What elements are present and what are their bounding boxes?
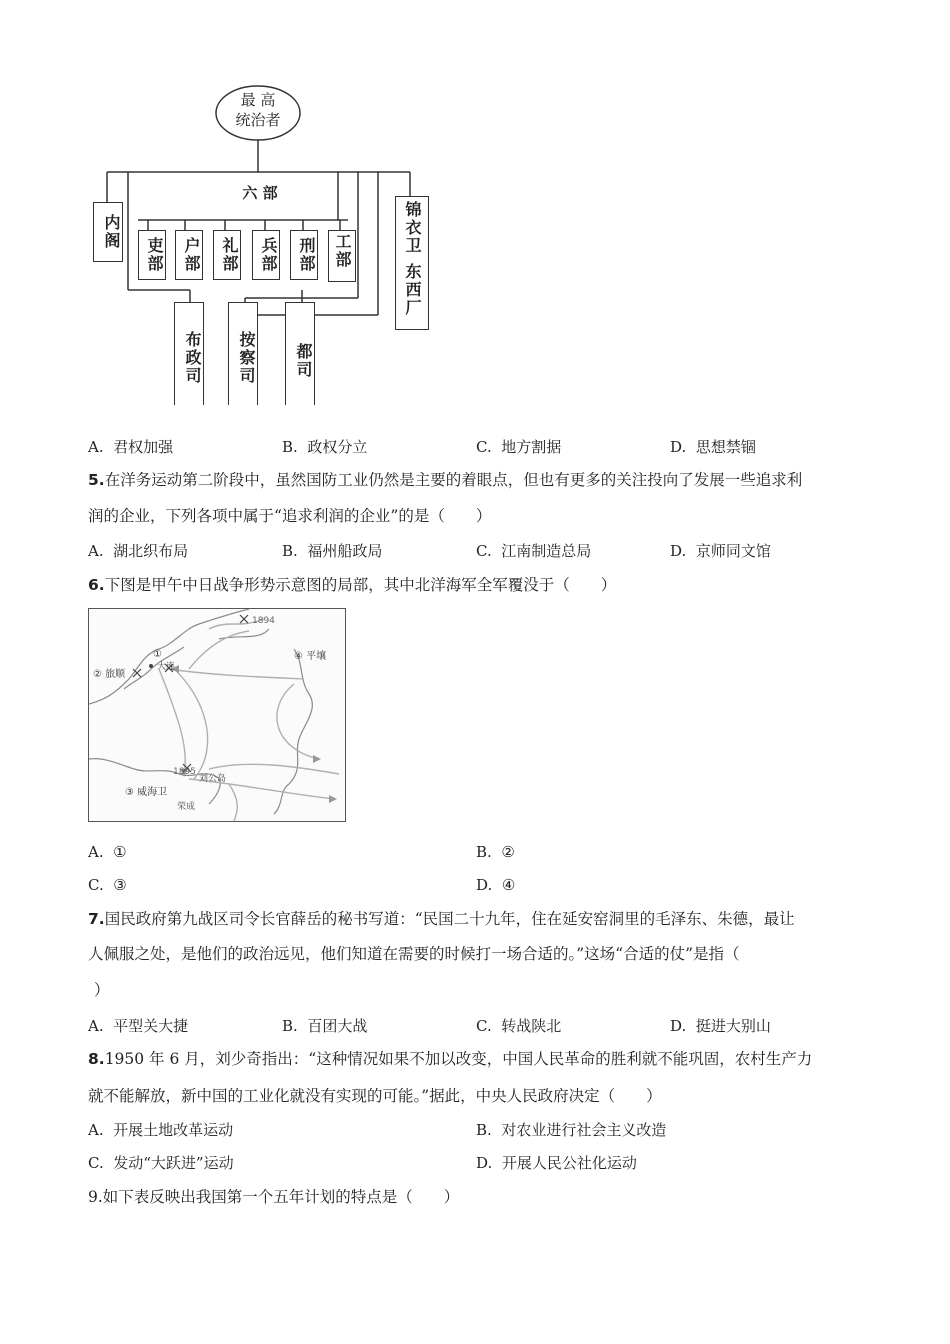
map-label-dalian: 大连 <box>157 662 176 672</box>
q4-option-c[interactable] <box>476 437 561 457</box>
q5-option-a[interactable] <box>88 541 188 561</box>
option-letter: B. <box>282 1017 298 1035</box>
org-jinyiwei-label: 锦衣卫 <box>403 201 422 255</box>
question-number: 5. <box>88 471 105 489</box>
q8-option-d[interactable] <box>476 1153 637 1173</box>
option-letter: A. <box>88 438 104 456</box>
option-text: 挺进大别山 <box>695 1017 771 1035</box>
arrowhead <box>329 795 337 803</box>
option-letter: A. <box>88 542 104 560</box>
q4-option-d[interactable] <box>670 437 756 457</box>
option-text: 君权加强 <box>113 438 174 456</box>
map-label-liugongdao: 刘公岛 <box>199 774 227 784</box>
option-letter: C. <box>88 1154 104 1172</box>
q6-option-b[interactable] <box>476 842 515 862</box>
q8-line2: 就不能解放，新中国的工业化就没有实现的可能。”据此，中央人民政府决定（ ） <box>88 1087 662 1105</box>
q7-line3: ） <box>94 981 110 999</box>
option-letter: D. <box>476 876 493 894</box>
option-text: 平型关大捷 <box>113 1017 189 1035</box>
q8-option-a[interactable] <box>88 1120 233 1140</box>
q7-option-a[interactable] <box>88 1016 188 1036</box>
question-number: 7. <box>88 910 105 928</box>
war-map <box>88 608 346 822</box>
option-text: 百团大战 <box>307 1017 368 1035</box>
option-text: 京师同文馆 <box>695 542 771 560</box>
option-text: 江南制造总局 <box>501 542 592 560</box>
q5-option-b[interactable] <box>282 541 382 561</box>
map-label-1894: 1894 <box>252 616 275 626</box>
location-dot <box>149 664 153 668</box>
q5-option-c[interactable] <box>476 541 591 561</box>
org-dongxichang-label: 东西厂 <box>403 263 422 317</box>
question-text: 如下表反映出我国第一个五年计划的特点是（ ） <box>102 1188 460 1206</box>
arrowhead <box>313 755 321 763</box>
option-letter: B. <box>476 1121 492 1139</box>
org-jinyiwei-box <box>395 196 429 330</box>
option-text: 湖北织布局 <box>113 542 189 560</box>
map-label-rongcheng: 荣成 <box>177 802 196 812</box>
option-letter: D. <box>670 1017 687 1035</box>
option-text: 开展人民公社化运动 <box>501 1154 637 1172</box>
question-number: 6. <box>88 576 105 594</box>
question-text: 下图是甲午中日战争形势示意图的局部，其中北洋海军全军覆没于（ ） <box>104 576 617 594</box>
option-text: 地方割据 <box>501 438 562 456</box>
option-letter: D. <box>670 438 687 456</box>
org-chart <box>90 80 440 410</box>
org-ministry-box <box>328 230 356 282</box>
option-text: 发动“大跃进”运动 <box>113 1154 234 1172</box>
org-ministry-box: 兵部 <box>252 230 280 280</box>
org-ministry-box: 户部 <box>175 230 203 280</box>
option-text: 转战陕北 <box>501 1017 562 1035</box>
q6-line1 <box>88 574 616 596</box>
org-top-ruler-label: 最 高 统治者 <box>235 91 281 129</box>
option-text: ③ <box>113 876 127 894</box>
org-anchasi-box: 按察司 <box>228 302 258 405</box>
question-number: 9. <box>88 1188 103 1206</box>
q4-option-a[interactable] <box>88 437 173 457</box>
option-letter: D. <box>476 1154 493 1172</box>
org-neige-box: 内阁 <box>93 202 123 262</box>
org-dusi-box: 都司 <box>285 302 315 405</box>
org-ministry-box: 礼部 <box>213 230 241 280</box>
map-label-lushun: ② 旅顺 <box>93 669 126 680</box>
option-letter: C. <box>476 1017 492 1035</box>
map-label-1895: 1895 <box>173 767 196 777</box>
q6-option-d[interactable] <box>476 875 515 895</box>
q6-option-a[interactable] <box>88 842 127 862</box>
org-ministry-box: 刑部 <box>290 230 318 280</box>
option-letter: A. <box>88 1121 104 1139</box>
q7-option-d[interactable] <box>670 1016 771 1036</box>
option-text: 政权分立 <box>307 438 368 456</box>
option-text: ② <box>501 843 515 861</box>
option-letter: B. <box>282 438 298 456</box>
option-text: 思想禁锢 <box>695 438 756 456</box>
route-arrow <box>209 764 339 774</box>
q7-option-c[interactable] <box>476 1016 561 1036</box>
q6-option-c[interactable] <box>88 875 127 895</box>
question-text: 国民政府第九战区司令长官薛岳的秘书写道：“民国二十九年，住在延安窑洞里的毛泽东、朱德，最让 <box>104 910 795 928</box>
option-text: ① <box>113 843 127 861</box>
question-number: 8. <box>88 1050 105 1068</box>
q7-line2: 人佩服之处，是他们的政治远见，他们知道在需要的时候打一场合适的。”这场“合适的仗”是指（ <box>88 945 740 963</box>
option-letter: B. <box>282 542 298 560</box>
option-text: 开展土地改革运动 <box>113 1121 234 1139</box>
q5-option-d[interactable] <box>670 541 771 561</box>
option-letter: C. <box>476 542 492 560</box>
option-letter: A. <box>88 843 104 861</box>
route-arrow <box>229 784 237 821</box>
option-text: ④ <box>501 876 516 894</box>
q8-option-c[interactable] <box>88 1153 234 1173</box>
map-label-circle1: ① <box>153 649 162 660</box>
question-text: 在洋务运动第二阶段中，虽然国防工业仍然是主要的着眼点，但也有更多的关注投向了发展一些追求利 <box>104 471 803 489</box>
option-letter: B. <box>476 843 492 861</box>
option-text: 对农业进行社会主义改造 <box>501 1121 667 1139</box>
org-buzhengsi-box: 布政司 <box>174 302 204 405</box>
war-map-graphic <box>89 609 345 821</box>
question-text: 1950 年 6 月，刘少奇指出：“这种情况如果不加以改变，中国人民革命的胜利就不能巩固，农村生产力 <box>104 1050 813 1068</box>
option-text: 福州船政局 <box>307 542 383 560</box>
option-letter: A. <box>88 1017 104 1035</box>
q8-option-b[interactable] <box>476 1120 666 1140</box>
org-ministry-box: 吏部 <box>138 230 166 280</box>
option-letter: C. <box>88 876 104 894</box>
q9-line1 <box>88 1186 459 1208</box>
route-arrow <box>169 669 304 679</box>
q8-line1 <box>88 1048 812 1070</box>
option-letter: C. <box>476 438 492 456</box>
map-label-pingrang: ④ 平壤 <box>294 651 327 662</box>
q4-option-b[interactable] <box>282 437 367 457</box>
q7-line1 <box>88 908 795 930</box>
route-arrow <box>159 669 185 774</box>
route-arrow <box>169 664 208 779</box>
q5-line2: 润的企业，下列各项中属于“追求利润的企业”的是（ ） <box>88 507 492 525</box>
org-six-ministries-label: 六 部 <box>242 184 278 202</box>
q5-line1 <box>88 469 802 491</box>
q7-option-b[interactable] <box>282 1016 367 1036</box>
option-letter: D. <box>670 542 687 560</box>
map-label-weihaiwei: ③ 威海卫 <box>125 787 168 798</box>
org-ministry-label: 工部 <box>333 233 352 269</box>
